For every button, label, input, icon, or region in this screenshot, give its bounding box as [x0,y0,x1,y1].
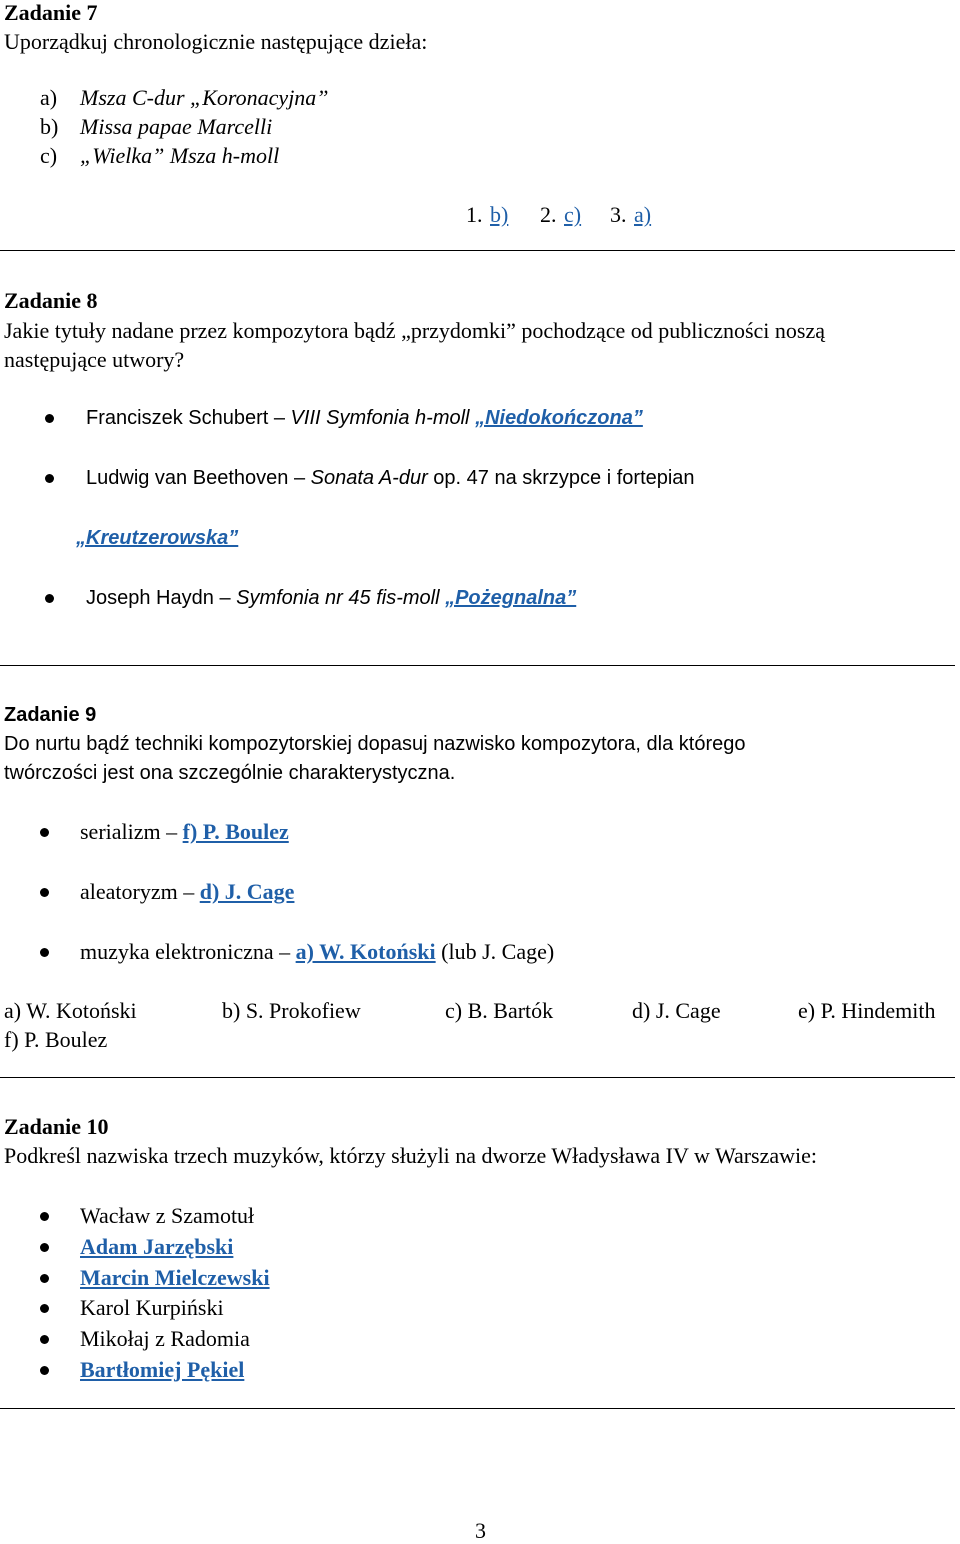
bullet-icon [45,414,54,423]
z9-dash: – [279,939,291,964]
z8-composer: Ludwig van Beethoven [86,467,289,489]
bullet-icon [40,1335,49,1344]
z9-option: b) S. Prokofiew [222,998,361,1023]
z8-item [86,585,576,611]
z7-item-letter: c) [40,143,58,168]
bullet-icon [45,474,54,483]
z8-title: Zadanie 8 [4,288,98,313]
z9-answer: a) W. Kotoński [295,939,436,964]
z9-item [80,819,289,845]
divider [0,250,955,251]
z8-extra: op. 47 na skrzypce i fortepian [433,467,695,489]
z9-option: a) W. Kotoński [4,998,137,1023]
z9-option: c) B. Bartók [445,998,554,1023]
z9-option: d) J. Cage [632,998,721,1023]
z7-answer-val: a) [634,202,652,227]
z10-name: Karol Kurpiński [80,1295,224,1320]
bullet-icon [40,1212,49,1221]
z10-title: Zadanie 10 [4,1114,109,1139]
z10-name-correct: Adam Jarzębski [80,1234,234,1259]
z9-note: (lub J. Cage) [441,939,555,964]
z7-item-letter: b) [40,114,59,139]
z8-answer: „Pożegnalna” [445,587,577,609]
bullet-icon [40,1243,49,1252]
z8-answer: „Kreutzerowska” [76,527,239,549]
bullet-icon [40,1274,49,1283]
z7-answer-num: 3. [610,202,627,227]
z7-item-letter: a) [40,85,58,110]
divider [0,1077,955,1078]
z9-term: aleatoryzm [80,879,178,904]
divider [0,1408,955,1409]
z9-answer: f) P. Boulez [182,819,289,844]
bullet-icon [45,594,54,603]
z9-option: f) P. Boulez [4,1027,108,1052]
z7-question: Uporządkuj chronologicznie następujące dzieła: [4,29,428,54]
z8-composer: Franciszek Schubert [86,407,269,429]
divider [0,665,955,666]
z8-work: Sonata A-dur [310,467,428,489]
z7-item-work: Msza C-dur „Koronacyjna” [80,85,329,110]
z8-answer: „Niedokończona” [475,407,643,429]
z8-composer: Joseph Haydn [86,587,214,609]
z10-question: Podkreśl nazwiska trzech muzyków, którzy służyli na dworze Władysława IV w Warszawie: [4,1143,818,1168]
bullet-icon [40,1366,49,1375]
z8-work: VIII Symfonia h-moll [290,407,470,429]
z8-question-line2: następujące utwory? [4,347,185,372]
z9-dash: – [183,879,195,904]
z8-item [86,465,695,491]
z10-name-correct: Marcin Mielczewski [80,1265,270,1290]
z9-item [80,879,294,905]
z7-title: Zadanie 7 [4,0,98,25]
z9-option: e) P. Hindemith [798,998,936,1023]
page-number: 3 [475,1518,486,1543]
z8-dash: – [219,587,231,609]
z7-answer-val: c) [564,202,582,227]
z9-question-line1: Do nurtu bądź techniki kompozytorskiej dopasuj nazwisko kompozytora, dla którego [4,733,746,755]
z9-term: muzyka elektroniczna [80,939,274,964]
z9-answer: d) J. Cage [199,879,295,904]
bullet-icon [40,828,49,837]
z10-name: Mikołaj z Radomia [80,1326,250,1351]
z8-question-line1: Jakie tytuły nadane przez kompozytora bądź „przydomki” pochodzące od publiczności noszą [4,318,826,343]
z9-item [80,939,554,965]
z7-item-work: Missa papae Marcelli [80,114,273,139]
z8-dash: – [273,407,285,429]
z7-item-work: „Wielka” Msza h-moll [80,143,280,168]
z10-name: Wacław z Szamotuł [80,1203,255,1228]
z7-answer-num: 1. [466,202,483,227]
bullet-icon [40,888,49,897]
z7-answer-num: 2. [540,202,557,227]
z9-dash: – [166,819,178,844]
z8-work: Symfonia nr 45 fis-moll [236,587,440,609]
bullet-icon [40,1304,49,1313]
z10-name-correct: Bartłomiej Pękiel [80,1357,245,1382]
z9-term: serializm [80,819,161,844]
z9-title: Zadanie 9 [4,704,97,726]
z7-answer-val: b) [490,202,509,227]
z9-question-line2: twórczości jest ona szczególnie charakterystyczna. [4,762,456,784]
z8-dash: – [293,467,306,489]
z8-item [86,405,643,431]
bullet-icon [40,948,49,957]
